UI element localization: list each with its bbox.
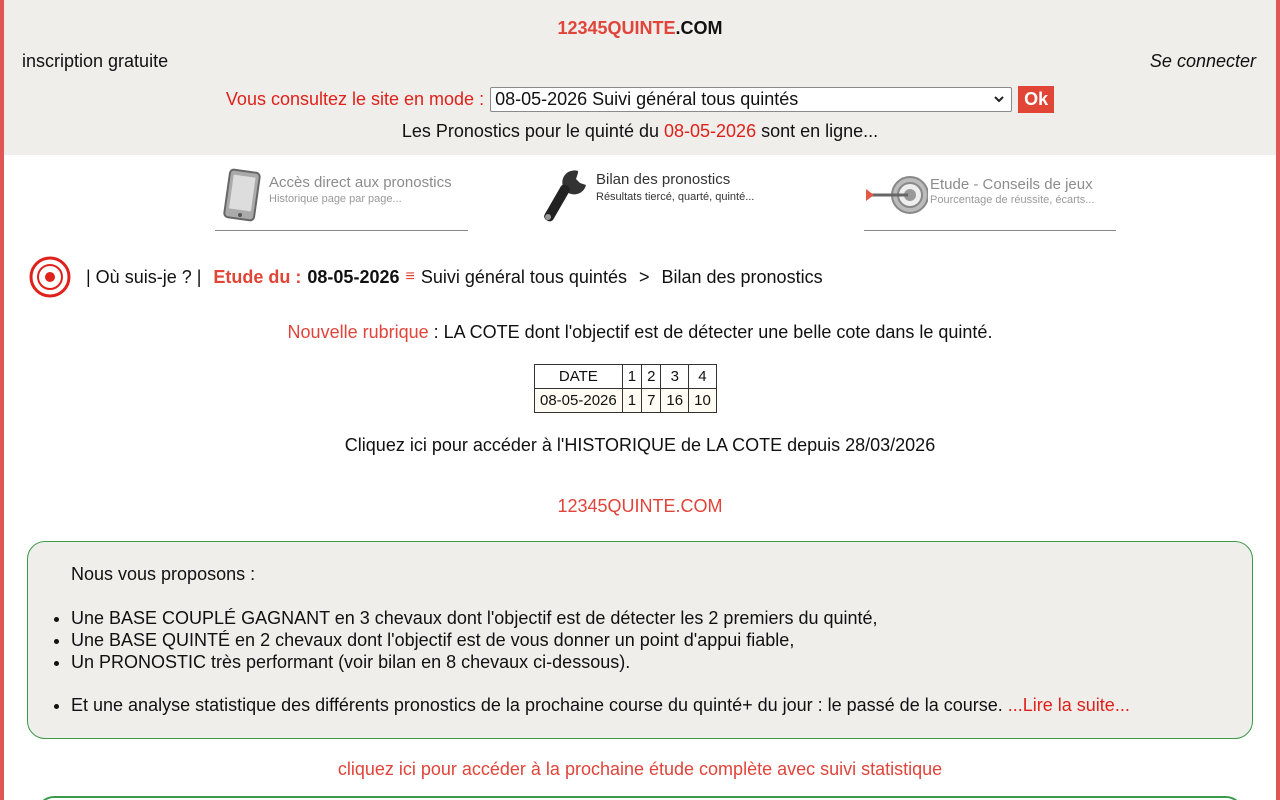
site-header	[4, 0, 1276, 155]
breadcrumb	[28, 255, 823, 299]
mode-select-value: 08-05-2026 Suivi général tous quintés	[495, 89, 799, 109]
table-row	[535, 389, 717, 413]
feature-pronostics-review[interactable]	[538, 163, 788, 231]
tablet-icon	[215, 165, 265, 225]
online-suffix: sont en ligne...	[761, 121, 879, 141]
cell-date: 08-05-2026	[535, 389, 623, 413]
offer-intro: Nous vous proposons :	[71, 564, 256, 584]
col-date: DATE	[535, 365, 623, 389]
col-4: 4	[689, 365, 717, 389]
list-item: • Une BASE COUPLÉ GAGNANT en 3 chevaux dont l'objectif est de détecter les 2 premiers du quinté,	[71, 607, 878, 629]
breadcrumb-separator: >	[638, 266, 650, 287]
col-1: 1	[622, 365, 641, 389]
online-notice	[4, 121, 1276, 142]
mode-label: Vous consultez le site en mode :	[225, 89, 485, 109]
news-banner	[0, 322, 1280, 343]
analysis-text: Et une analyse statistique des différents pronostics de la prochaine course du quinté+ du jour : le passé de la course.	[71, 695, 1003, 715]
feature-subtitle: Historique page par page...	[269, 193, 402, 205]
feature-study-advice[interactable]	[864, 163, 1116, 231]
feature-underline	[215, 230, 468, 231]
news-text: : LA COTE dont l'objectif est de détecter une belle cote dans le quinté.	[433, 322, 993, 342]
feature-underline	[864, 230, 1116, 231]
news-label[interactable]: Nouvelle rubrique	[287, 322, 429, 342]
list-item: • Un PRONOSTIC très performant (voir bilan en 8 chevaux ci-dessous).	[71, 651, 878, 673]
right-border	[1276, 0, 1280, 800]
dart-target-icon	[864, 165, 928, 227]
read-more-link[interactable]: ...Lire la suite...	[1007, 695, 1130, 715]
offer-box	[27, 541, 1253, 739]
cell: 1	[622, 389, 641, 413]
study-date: 08-05-2026	[307, 266, 400, 287]
breadcrumb-section[interactable]: Suivi général tous quintés	[420, 266, 627, 287]
study-label: Etude du :	[213, 266, 302, 287]
breadcrumb-current: Bilan des pronostics	[661, 266, 823, 287]
history-link[interactable]: Cliquez ici pour accéder à l'HISTORIQUE de LA COTE depuis 28/03/2026	[344, 435, 936, 455]
online-prefix: Les Pronostics pour le quinté du	[401, 121, 659, 141]
location-target-icon	[28, 255, 72, 299]
footer-logo[interactable]: 12345QUINTE.COM	[557, 496, 723, 516]
list-item: • Une BASE QUINTÉ en 2 chevaux dont l'objectif est de vous donner un point d'appui fiable,	[71, 629, 878, 651]
feature-subtitle: Pourcentage de réussite, écarts...	[930, 194, 1095, 206]
offer-analysis-list	[71, 694, 1130, 716]
feature-title: Accès direct aux pronostics	[269, 174, 452, 191]
col-3: 3	[661, 365, 689, 389]
table-header-row	[535, 365, 717, 389]
next-study-link[interactable]: cliquez ici pour accéder à la prochaine étude complète avec suivi statistique	[337, 759, 943, 779]
feature-subtitle: Résultats tiercé, quarté, quinté...	[596, 191, 755, 203]
col-2: 2	[642, 365, 661, 389]
offer-list	[71, 607, 878, 673]
site-logo[interactable]	[4, 18, 1276, 39]
menu-icon[interactable]: ≡	[405, 268, 415, 285]
cell: 7	[642, 389, 661, 413]
logo-black-part: .COM	[675, 18, 723, 38]
where-am-i-label: | Où suis-je ? |	[86, 266, 202, 287]
cell: 16	[661, 389, 689, 413]
next-box-edge	[36, 796, 1244, 800]
list-item	[71, 694, 1130, 716]
feature-direct-access[interactable]	[215, 163, 468, 231]
feature-title: Bilan des pronostics	[596, 171, 731, 188]
cote-table	[534, 364, 717, 413]
mode-select[interactable]	[490, 87, 1012, 112]
cell: 10	[689, 389, 717, 413]
feature-title: Etude - Conseils de jeux	[930, 176, 1093, 193]
mode-selector-row	[4, 86, 1276, 113]
ok-button[interactable]: Ok	[1018, 86, 1054, 113]
login-link[interactable]: Se connecter	[1149, 51, 1256, 71]
logo-red-part: 12345QUINTE	[557, 18, 676, 38]
chevron-down-icon	[993, 93, 1005, 105]
online-date: 08-05-2026	[664, 121, 757, 141]
wrench-icon	[538, 165, 592, 227]
signup-link[interactable]: inscription gratuite	[22, 51, 169, 71]
